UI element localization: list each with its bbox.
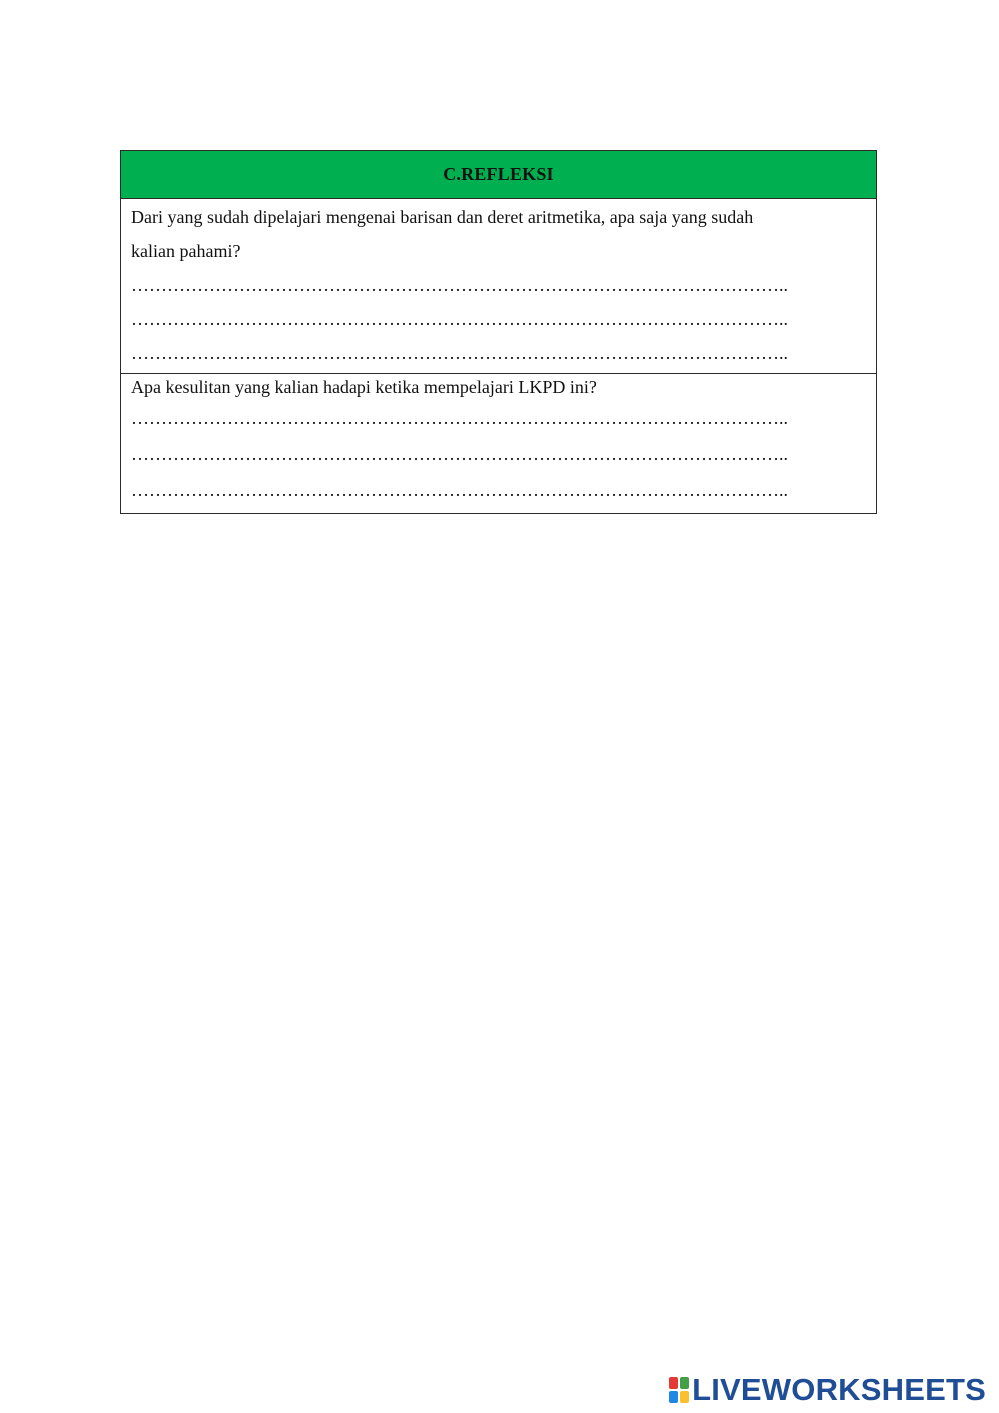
question-1-line-2: kalian pahami? bbox=[131, 241, 241, 261]
section-title: C.REFLEKSI bbox=[443, 164, 554, 184]
answer-line[interactable]: ……………………………………………………………………………………………….. bbox=[131, 309, 788, 329]
answer-line[interactable]: ……………………………………………………………………………………………….. bbox=[131, 444, 788, 464]
logo-text: LIVEWORKSHEETS bbox=[692, 1372, 986, 1407]
answer-line[interactable]: ……………………………………………………………………………………………….. bbox=[131, 343, 788, 363]
question-block-2 bbox=[121, 374, 876, 513]
section-header bbox=[121, 151, 876, 199]
question-block-1 bbox=[121, 199, 876, 374]
answer-line[interactable]: ……………………………………………………………………………………………….. bbox=[131, 275, 788, 295]
reflection-table bbox=[120, 150, 877, 514]
question-1-line-1: Dari yang sudah dipelajari mengenai barisan dan deret aritmetika, apa saja yang sudah bbox=[131, 207, 754, 227]
liveworksheets-logo-icon bbox=[669, 1377, 689, 1403]
answer-line[interactable]: ……………………………………………………………………………………………….. bbox=[131, 408, 788, 428]
answer-line[interactable]: ……………………………………………………………………………………………….. bbox=[131, 480, 788, 500]
question-2-line-1: Apa kesulitan yang kalian hadapi ketika mempelajari LKPD ini? bbox=[131, 377, 597, 397]
liveworksheets-logo bbox=[669, 1372, 986, 1408]
